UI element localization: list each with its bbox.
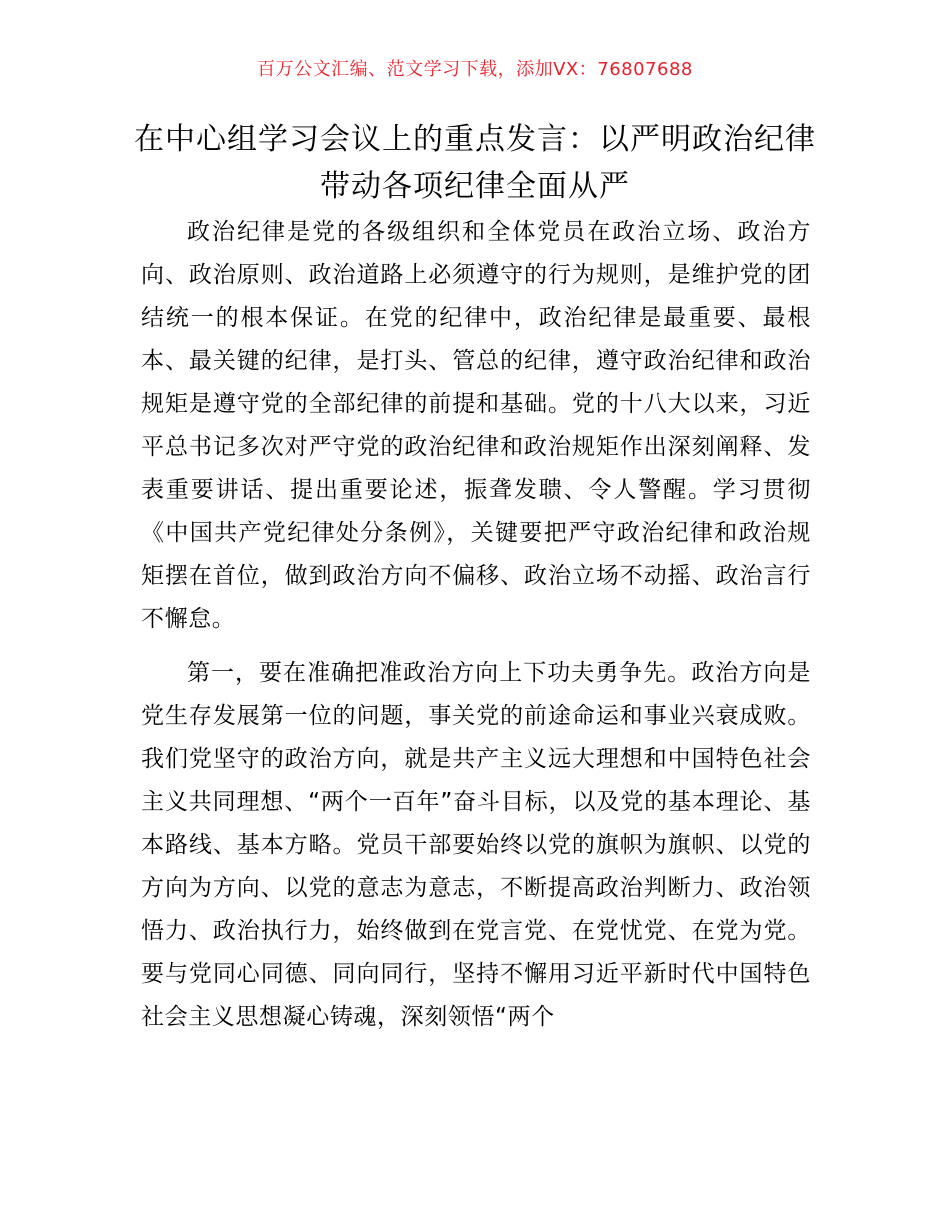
header-promo-note: 百万公文汇编、范文学习下载，添加VX：76807688 — [257, 59, 693, 80]
paragraph-first-point: 第一，要在准确把准政治方向上下功夫勇争先。政治方向是党生存发展第一位的问题，事关党的前途命运和事业兴衰成败。我们党坚守的政治方向，就是共产主义远大理想和中国特色社会主义共同理想、“两个一百年”奋斗目标，以及党的基本理论、基本路线、基本方略。党员干部要始终以党的旗帜为旗帜、以党的方向为方向、以党的意志为意志，不断提高政治判断力、政治领悟力、政治执行力，始终做到在党言党、在党忧党、在党为党。要与党同心同德、同向同行，坚持不懈用习近平新时代中国特色社会主义思想凝心铸魂，深刻领悟“两个 — [141, 660, 811, 1030]
document-body — [141, 211, 811, 1039]
paragraph-intro: 政治纪律是党的各级组织和全体党员在政治立场、政治方向、政治原则、政治道路上必须遵守的行为规则，是维护党的团结统一的根本保证。在党的纪律中，政治纪律是最重要、最根本、最关键的纪律，是打头、管总的纪律，遵守政治纪律和政治规矩是遵守党的全部纪律的前提和基础。党的十八大以来，习近平总书记多次对严守党的政治纪律和政治规矩作出深刻阐释、发表重要讲话、提出重要论述，振聋发聩、令人警醒。学习贯彻《中国共产党纪律处分条例》，关键要把严守政治纪律和政治规矩摆在首位，做到政治方向不偏移、政治立场不动摇、政治言行不懈怠。 — [141, 219, 811, 632]
document-title: 在中心组学习会议上的重点发言：以严明政治纪律带动各项纪律全面从严 — [134, 122, 816, 204]
